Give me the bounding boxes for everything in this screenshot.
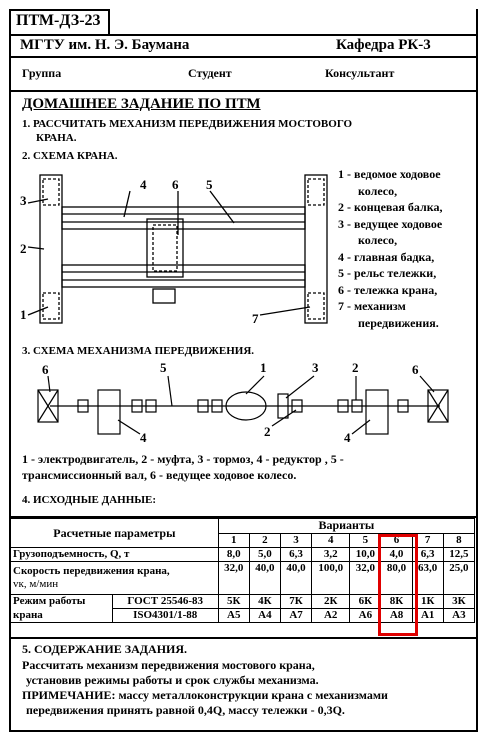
variants-header: Варианты — [218, 519, 474, 534]
mechanism-caption-1: 1 - электродвигатель, 2 - муфта, 3 - тормоз, 4 - редуктор , 5 - — [22, 452, 344, 466]
table-cell: 2К — [312, 595, 350, 609]
table-cell: А1 — [412, 609, 443, 623]
section2-heading: 2. СХЕМА КРАНА. — [22, 150, 118, 162]
table-cell: 3,2 — [312, 548, 350, 562]
legend-item-3-cont: колесо, — [358, 233, 398, 247]
header-rule-2 — [9, 56, 478, 58]
legend-item-1-cont: колесо, — [358, 183, 398, 198]
table-cell: 80,0 — [381, 562, 412, 595]
header-rule-1 — [9, 34, 478, 36]
left-top-wheel — [43, 179, 59, 205]
table-cell: А2 — [312, 609, 350, 623]
table-cell: 4К — [249, 595, 280, 609]
table-cell: 7К — [280, 595, 311, 609]
mech-label-2-right: 2 — [352, 360, 359, 375]
section5-heading: 5. СОДЕРЖАНИЕ ЗАДАНИЯ. — [22, 642, 188, 656]
table-cell: 32,0 — [350, 562, 381, 595]
section5-rule — [9, 637, 478, 639]
right-bottom-wheel — [308, 293, 324, 319]
speed-label-line2: vк, м/мин — [13, 578, 59, 590]
assignment-title: ДОМАШНЕЕ ЗАДАНИЕ ПО ПТМ — [22, 96, 261, 112]
table-cell: 6,3 — [412, 548, 443, 562]
header-rule-3 — [9, 90, 478, 92]
table-cell: 10,0 — [350, 548, 381, 562]
variant-cell: 5 — [350, 533, 381, 548]
speed-label-line1: Скорость передвижения крана, — [13, 565, 170, 577]
table-cell: 40,0 — [280, 562, 311, 595]
table-cell: 32,0 — [218, 562, 249, 595]
crane-diagram — [10, 165, 340, 335]
variant-cell: 4 — [312, 533, 350, 548]
drive-mechanism — [153, 289, 175, 303]
mech-label-4-right: 4 — [344, 430, 351, 445]
table-cell: 6К — [350, 595, 381, 609]
table-cell: 12,5 — [443, 548, 474, 562]
legend-item-7: 7 - механизм — [338, 299, 406, 313]
legend-item-7-cont: передвижения. — [358, 315, 439, 330]
right-reducer — [366, 390, 388, 434]
mech-label-4-left: 4 — [140, 430, 147, 445]
crane-label-6: 6 — [172, 177, 179, 192]
table-cell: А8 — [381, 609, 412, 623]
mech-label-3: 3 — [312, 360, 319, 375]
section5-line1: Рассчитать механизм передвижения мостового крана, — [22, 658, 315, 672]
legend-item-5: 5 - рельс тележки, — [338, 266, 437, 280]
table-cell: 8,0 — [218, 548, 249, 562]
section1-line1: 1. РАССЧИТАТЬ МЕХАНИЗМ ПЕРЕДВИЖЕНИЯ МОСТОВОГО — [22, 118, 353, 130]
task-code: ПТМ-ДЗ-23 — [16, 12, 101, 29]
table-cell: 8К — [381, 595, 412, 609]
table-cell: А7 — [280, 609, 311, 623]
legend-item-3: 3 - ведущее ходовое — [338, 216, 443, 231]
table-cell: 3К — [443, 595, 474, 609]
table-cell: 40,0 — [249, 562, 280, 595]
crane-legend — [338, 166, 442, 331]
table-cell: 5,0 — [249, 548, 280, 562]
mode-label-cont: крана — [11, 609, 113, 623]
table-cell: 6,3 — [280, 548, 311, 562]
legend-item-6: 6 - тележка крана, — [338, 282, 438, 297]
mech-label-6-left: 6 — [42, 362, 49, 377]
legend-item-4: 4 - главная бадка, — [338, 249, 435, 264]
crane-label-4: 4 — [140, 177, 147, 192]
speed-label — [11, 562, 219, 595]
header-top-rule — [9, 9, 109, 11]
table-cell: А6 — [350, 609, 381, 623]
crane-label-3: 3 — [20, 193, 27, 208]
table-cell: 25,0 — [443, 562, 474, 595]
section4-heading: 4. ИСХОДНЫЕ ДАННЫЕ: — [22, 494, 157, 506]
group-label: Группа — [22, 66, 62, 80]
variant-cell: 3 — [280, 533, 311, 548]
right-top-wheel — [308, 179, 324, 205]
department-name: Кафедра РК-3 — [336, 37, 431, 53]
left-bottom-wheel — [43, 293, 59, 319]
section5-note-line1: ПРИМЕЧАНИЕ: массу металлоконструкции крана с механизмами — [22, 688, 388, 702]
left-reducer — [98, 390, 120, 434]
variant-cell: 2 — [249, 533, 280, 548]
crane-label-5: 5 — [206, 177, 213, 192]
crane-label-1: 1 — [20, 307, 27, 322]
variant-cell: 7 — [412, 533, 443, 548]
mechanism-diagram — [10, 358, 476, 448]
consultant-label: Консультант — [325, 66, 395, 80]
table-cell: 100,0 — [312, 562, 350, 595]
iso-standard: ISO4301/1-88 — [112, 609, 218, 623]
params-header: Расчетные параметры — [11, 519, 219, 548]
table-cell: 63,0 — [412, 562, 443, 595]
section5-line2: установив режимы работы и срок службы механизма. — [26, 673, 319, 687]
table-cell: 1К — [412, 595, 443, 609]
mech-label-5: 5 — [160, 360, 167, 375]
table-cell: 5К — [218, 595, 249, 609]
mode-label: Режим работы — [11, 595, 113, 609]
table-cell: 4,0 — [381, 548, 412, 562]
table-cell: А3 — [443, 609, 474, 623]
variant-cell: 6 — [381, 533, 412, 548]
table-cell: А4 — [249, 609, 280, 623]
mechanism-caption-2: трансмиссионный вал, 6 - ведущее ходовое колесо. — [22, 468, 297, 482]
mech-label-6-right: 6 — [412, 362, 419, 377]
mech-label-2-mid: 2 — [264, 424, 271, 439]
section3-heading: 3. СХЕМА МЕХАНИЗМА ПЕРЕДВИЖЕНИЯ. — [22, 345, 255, 357]
crane-label-2: 2 — [20, 241, 27, 256]
section1-line2: КРАНА. — [36, 132, 77, 144]
university-name: МГТУ им. Н. Э. Баумана — [20, 37, 190, 53]
frame-bottom — [9, 730, 478, 732]
frame-right — [476, 9, 478, 731]
variant-cell: 8 — [443, 533, 474, 548]
gost-standard: ГОСТ 25546-83 — [112, 595, 218, 609]
capacity-label: Грузоподъемность, Q, т — [11, 548, 219, 562]
student-label: Студент — [188, 66, 232, 80]
section5-note-line2: передвижения принять равной 0,4Q, массу тележки - 0,3Q. — [26, 703, 345, 717]
legend-item-1: 1 - ведомое ходовое — [338, 167, 441, 181]
variant-highlight-box — [378, 534, 418, 636]
table-cell: А5 — [218, 609, 249, 623]
legend-item-2: 2 - концевая балка, — [338, 200, 443, 214]
header-code-right-rule — [108, 9, 110, 34]
mech-label-1: 1 — [260, 360, 267, 375]
crane-label-7: 7 — [252, 311, 259, 326]
variant-cell: 1 — [218, 533, 249, 548]
